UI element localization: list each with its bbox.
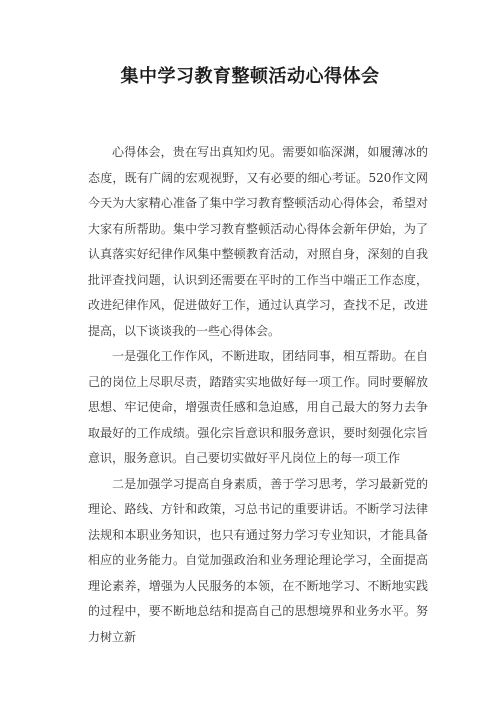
paragraph-point-two: 二是加强学习提高自身素质，善于学习思考，学习最新党的理论、路线、方针和政策，习总书记的重要讲话。不断学习法律法规和本职业务知识，也只有通过努力学习专业知识，才能具备相应的业务能力。自觉加强政治和业务理论理论学习，全面提高理论素养，增强为人民服务的本领，在不断地学习、不断地实践的过程中，要不断地总结和提高自己的思想境界和业务水平。努力树立新 xyxy=(88,476,428,644)
paragraph-intro: 心得体会，贵在写出真知灼见。需要如临深渊，如履薄冰的态度，既有广阔的宏观视野，又有必要的细心考证。520作文网今天为大家精心准备了集中学习教育整顿活动心得体会，希望对大家有所帮助。集中学习教育整顿活动心得体会新年伊始，为了认真落实好纪律作风集中整顿教育活动，对照自身，深刻的自我批评查找问题，认识到还需要在平时的工作当中端正工作态度，改进纪律作风，促进做好工作，通过认真学习，查找不足，改进提高，以下谈谈我的一些心得体会。 xyxy=(88,145,428,338)
document-title: 集中学习教育整顿活动心得体会 xyxy=(120,66,380,87)
paragraph-point-one: 一是强化工作作风，不断进取，团结同事，相互帮助。在自己的岗位上尽职尽责，踏踏实实地做好每一项工作。同时要解放思想、牢记使命，增强责任感和急迫感，用自己最大的努力去争取最好的工作成绩。强化宗旨意识和服务意识，要时刻强化宗旨意识，服务意识。自己要切实做好平凡岗位上的每一项工作 xyxy=(88,349,428,465)
document-body xyxy=(88,140,428,650)
